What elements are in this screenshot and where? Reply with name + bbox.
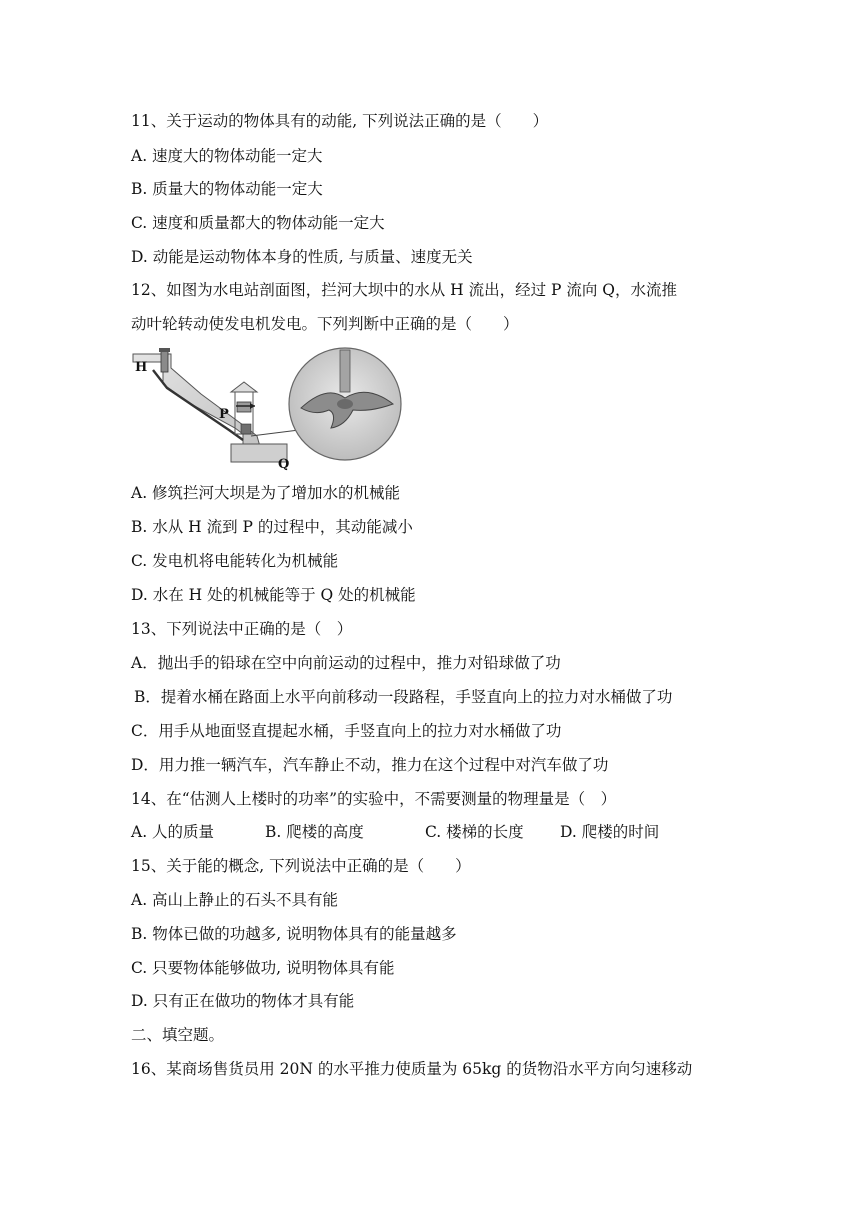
q12-option-d: D. 水在 H 处的机械能等于 Q 处的机械能 (131, 586, 416, 604)
q12-option-c: C. 发电机将电能转化为机械能 (131, 552, 339, 570)
section-heading-fill-in: 二、填空题。 (131, 1026, 225, 1044)
q15-option-d: D. 只有正在做功的物体才具有能 (131, 992, 355, 1010)
q11-option-b: B. 质量大的物体动能一定大 (131, 180, 323, 198)
intake-gate (161, 350, 168, 372)
q15-option-b: B. 物体已做的功越多, 说明物体具有的能量越多 (131, 925, 457, 943)
q14-option-b: B. 爬楼的高度 (265, 823, 364, 841)
q13-option-a: A．抛出手的铅球在空中向前运动的过程中，推力对铅球做了功 (131, 654, 561, 672)
q15-option-a: A. 高山上静止的石头不具有能 (131, 891, 339, 909)
q14-option-a: A. 人的质量 (131, 823, 215, 841)
q11-option-c: C. 速度和质量都大的物体动能一定大 (131, 214, 385, 232)
q14-stem: 14、在“估测人上楼时的功率”的实验中，不需要测量的物理量是（ ） (131, 790, 617, 808)
q14-option-d: D. 爬楼的时间 (560, 823, 660, 841)
generator (237, 402, 251, 412)
q11-option-a: A. 速度大的物体动能一定大 (131, 147, 323, 165)
q13-stem: 13、下列说法中正确的是（ ） (131, 620, 353, 638)
q13-option-d: D．用力推一辆汽车，汽车静止不动，推力在这个过程中对汽车做了功 (131, 756, 609, 774)
label-p: P (219, 407, 229, 422)
q15-option-c: C. 只要物体能够做功, 说明物体具有能 (131, 959, 395, 977)
q12-option-b: B. 水从 H 流到 P 的过程中，其动能减小 (131, 518, 413, 536)
powerhouse-roof (231, 382, 257, 392)
q11-option-d: D. 动能是运动物体本身的性质, 与质量、速度无关 (131, 248, 473, 266)
q13-option-b: B．提着水桶在路面上水平向前移动一段路程，手竖直向上的拉力对水桶做了功 (134, 688, 673, 706)
q11-stem: 11、关于运动的物体具有的动能, 下列说法正确的是（ ） (131, 112, 549, 130)
q15-stem: 15、关于能的概念, 下列说法中正确的是（ ） (131, 857, 471, 875)
hydropower-diagram (131, 344, 443, 474)
q12-option-a: A. 修筑拦河大坝是为了增加水的机械能 (131, 484, 401, 502)
q14-option-c: C. 楼梯的长度 (425, 823, 524, 841)
zoom-connector (251, 430, 299, 436)
q14-options (131, 822, 771, 842)
q13-option-c: C．用手从地面竖直提起水桶，手竖直向上的拉力对水桶做了功 (131, 722, 562, 740)
q16-stem: 16、某商场售货员用 20N 的水平推力使质量为 65kg 的货物沿水平方向匀速移动 (131, 1060, 693, 1078)
label-q: Q (278, 457, 290, 472)
q12-stem-line1: 12、如图为水电站剖面图，拦河大坝中的水从 H 流出，经过 P 流向 Q，水流推 (131, 281, 678, 299)
q12-stem-line2: 动叶轮转动使发电机发电。下列判断中正确的是（ ） (131, 315, 519, 333)
label-h: H (135, 360, 148, 375)
